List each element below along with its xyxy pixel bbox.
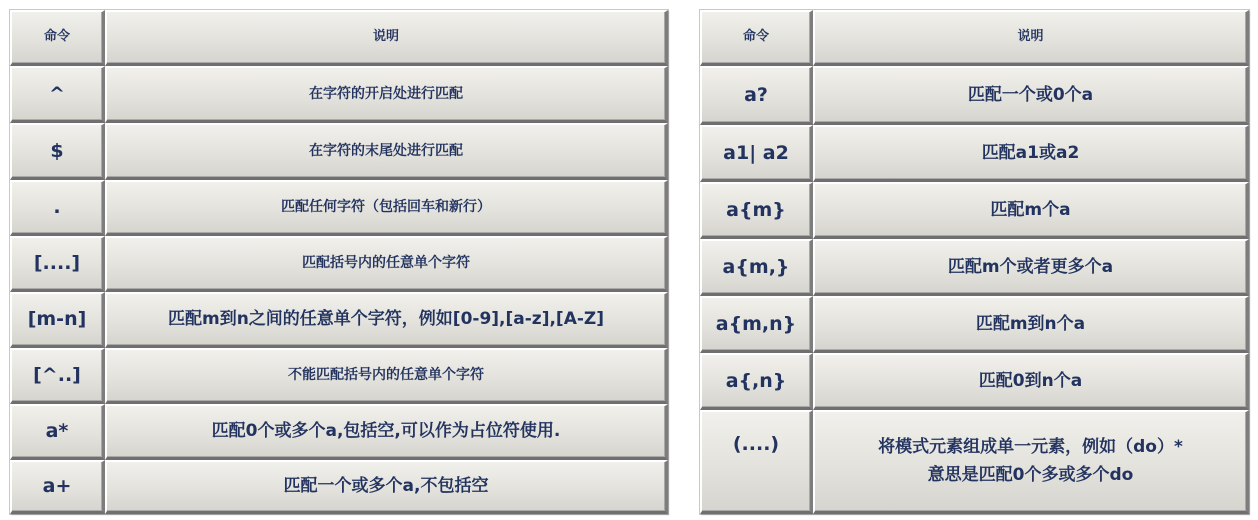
command-cell: a* xyxy=(10,404,105,460)
description-cell: 匹配0到n个a xyxy=(813,353,1249,410)
command-cell: a{m,n} xyxy=(700,296,813,353)
description-cell: 匹配a1或a2 xyxy=(813,125,1249,182)
description-line: 将模式元素组成单一元素，例如（do）* xyxy=(878,437,1183,458)
description-cell xyxy=(813,410,1249,514)
regex-table-right xyxy=(699,9,1250,515)
column-header-description: 说明 xyxy=(813,10,1249,66)
description-cell: 匹配m到n之间的任意单个字符，例如[0-9],[a-z],[A-Z] xyxy=(105,292,668,348)
column-header-command: 命令 xyxy=(10,10,105,66)
command-cell: a{m} xyxy=(700,182,813,239)
command-cell: a{,n} xyxy=(700,353,813,410)
description-cell: 匹配一个或多个a,不包括空 xyxy=(105,460,668,514)
command-cell: a? xyxy=(700,66,813,125)
command-cell: $ xyxy=(10,123,105,180)
description-cell: 在字符的开启处进行匹配 xyxy=(105,66,668,123)
command-cell: [m-n] xyxy=(10,292,105,348)
regex-table-left xyxy=(9,9,669,515)
command-cell: a1| a2 xyxy=(700,125,813,182)
command-cell: a{m,} xyxy=(700,239,813,296)
description-cell: 匹配任何字符（包括回车和新行） xyxy=(105,180,668,236)
command-cell: a+ xyxy=(10,460,105,514)
command-cell: . xyxy=(10,180,105,236)
description-cell: 匹配括号内的任意单个字符 xyxy=(105,236,668,292)
description-cell: 不能匹配括号内的任意单个字符 xyxy=(105,348,668,404)
description-cell: 在字符的末尾处进行匹配 xyxy=(105,123,668,180)
command-cell: ^ xyxy=(10,66,105,123)
description-line: 意思是匹配0个多或多个do xyxy=(927,464,1134,485)
description-cell: 匹配一个或0个a xyxy=(813,66,1249,125)
description-cell: 匹配0个或多个a,包括空,可以作为占位符使用. xyxy=(105,404,668,460)
command-cell: (....) xyxy=(700,410,813,514)
description-cell: 匹配m个或者更多个a xyxy=(813,239,1249,296)
command-cell: [^..] xyxy=(10,348,105,404)
description-cell: 匹配m个a xyxy=(813,182,1249,239)
command-cell: [....] xyxy=(10,236,105,292)
description-cell: 匹配m到n个a xyxy=(813,296,1249,353)
column-header-description: 说明 xyxy=(105,10,668,66)
column-header-command: 命令 xyxy=(700,10,813,66)
